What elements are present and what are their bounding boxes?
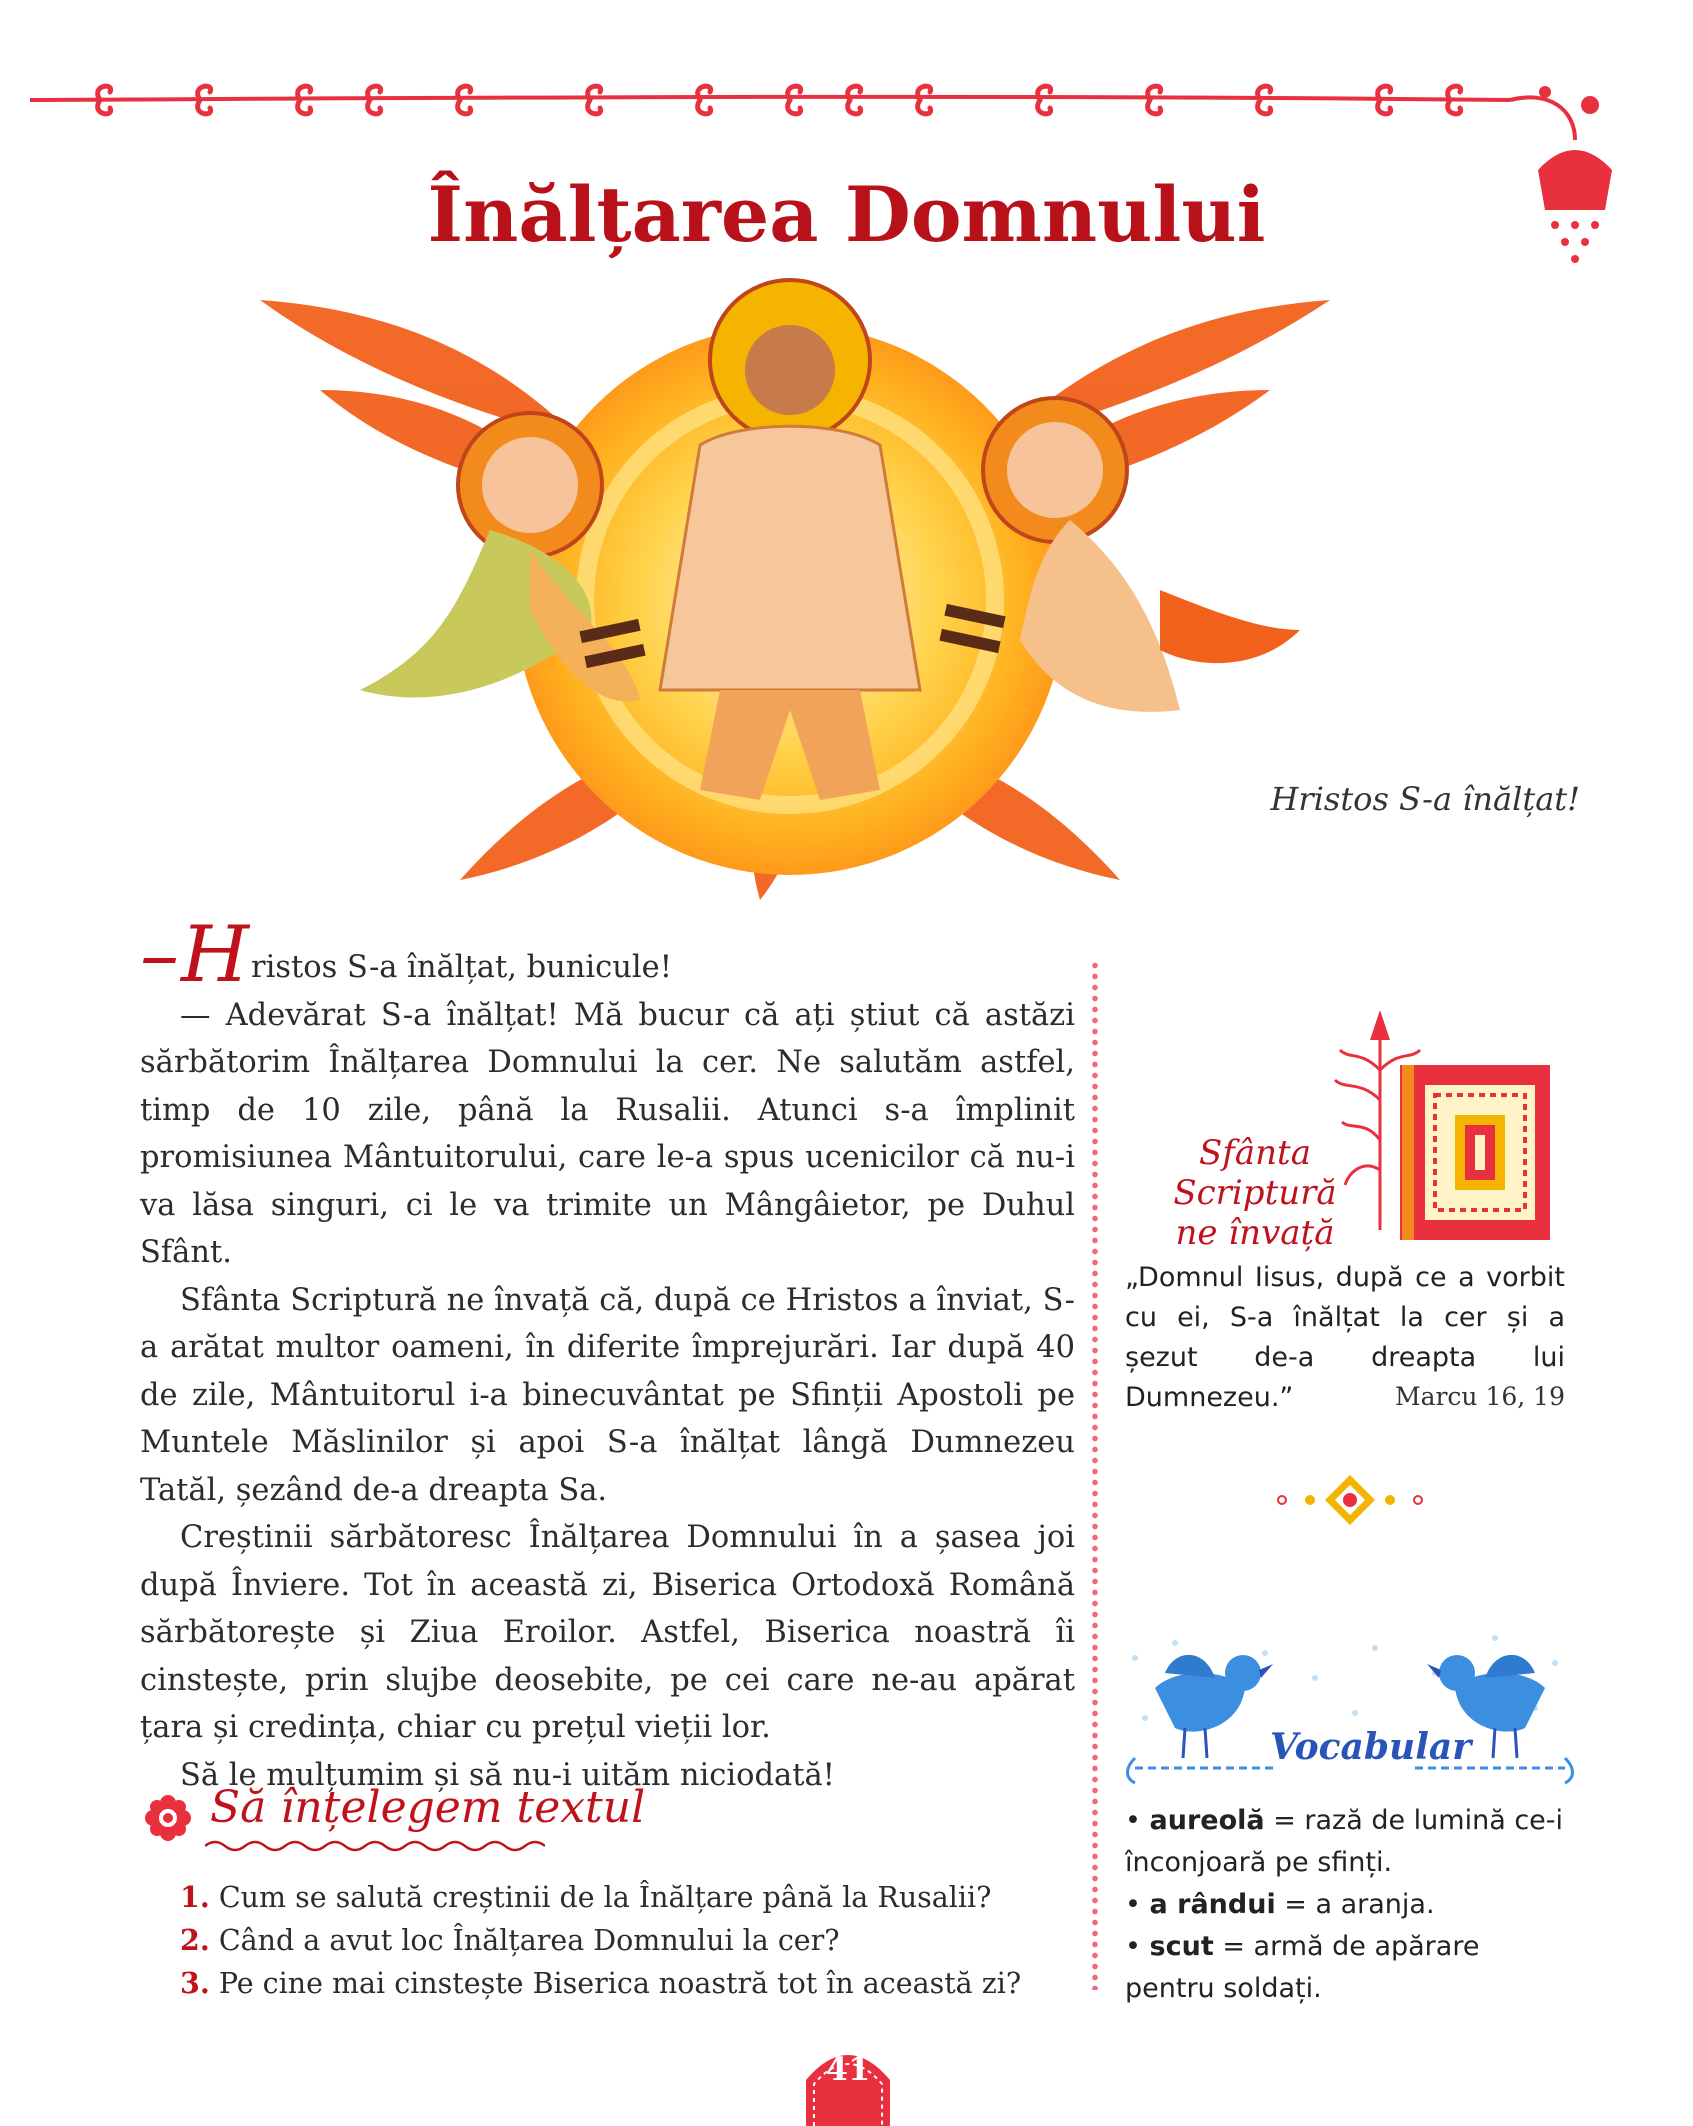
question-number: 1.	[180, 1880, 210, 1914]
question-item	[180, 1919, 1060, 1962]
vocabulary-term: scut	[1149, 1931, 1214, 1962]
question-text: Cum se salută creștinii de la Înălțare până la Rusalii?	[218, 1881, 992, 1914]
vocabulary-item: • aureolă = rază de lumină ce-i înconjoară pe sfinți.	[1125, 1805, 1564, 1878]
understand-heading: Să înțelegem textul	[210, 1782, 646, 1833]
paragraph-1-text: ristos S-a înălțat, bunicule!	[251, 950, 672, 985]
ascension-illustration	[200, 270, 1380, 910]
scripture-reference: Marcu 16, 19	[1394, 1382, 1565, 1411]
vocabulary-list	[1125, 1800, 1570, 2010]
scripture-quote: „Domnul Iisus, după ce a vorbit cu ei, S-a înălțat la cer și a șezut de-a dreapta lui Dumnezeu.”	[1125, 1262, 1565, 1413]
question-list	[180, 1876, 1060, 2005]
paragraph-5: Să le mulțumim și să nu-i uităm niciodată!	[180, 1757, 835, 1793]
question-text: Pe cine mai cinstește Biserica noastră tot în această zi?	[218, 1967, 1022, 2000]
vocabulary-definition: = rază de lumină ce-i înconjoară pe sfinți.	[1125, 1805, 1564, 1878]
page-number: 41	[825, 2050, 871, 2088]
flower-icon	[145, 1795, 191, 1841]
vocabulary-heading: Vocabular	[1270, 1726, 1472, 1768]
page-title: Înălțarea Domnului	[427, 170, 1266, 259]
question-number: 2.	[180, 1923, 210, 1957]
dotted-divider	[1092, 960, 1098, 1990]
illustration-caption: Hristos S-a înălțat!	[1270, 780, 1580, 818]
vocabulary-term: aureolă	[1149, 1805, 1265, 1836]
paragraph-3: Sfânta Scriptură ne învață că, după ce Hristos a înviat, S-a arătat multor oameni, în diferite împrejurări. Iar după 40 de zile, Mântuitorul i-a binecuvântat pe Sfinții Apostoli pe Muntele Măslinilor și apoi S-a înălțat lângă Dumnezeu Tatăl, șezând de-a dreapta Sa.	[140, 1282, 1075, 1508]
vocabulary-item: • scut = armă de apărare pentru soldați.	[1125, 1931, 1480, 2004]
dropcap-dash: –	[140, 910, 179, 1000]
scripture-heading-line-2: ne învață	[1175, 1213, 1335, 1253]
question-item	[180, 1962, 1060, 2005]
vocabulary-definition: = armă de apărare pentru soldați.	[1125, 1931, 1480, 2004]
vocabulary-term: a rândui	[1149, 1889, 1276, 1920]
paragraph-2: — Adevărat S-a înălțat! Mă bucur că ați știut că astăzi sărbătorim Înălțarea Domnului la cer. Ne salutăm astfel, timp de 10 zile, până la Rusalii. Atunci s-a împlinit promisiunea Mântuitorului, care le-a spus ucenicilor că nu-i va lăsa singuri, ci le va trimite un Mângâietor, pe Duhul Sfânt.	[140, 997, 1075, 1270]
question-item	[180, 1876, 1060, 1919]
heading-underline	[205, 1838, 545, 1854]
main-text	[140, 910, 1075, 1799]
paragraph-1	[140, 910, 1075, 1000]
scripture-heading	[1120, 1133, 1390, 1253]
scripture-heading-line-1: Sfânta Scriptură	[1173, 1133, 1337, 1213]
paragraph-4: Creștinii sărbătoresc Înălțarea Domnului în a șasea joi după Înviere. Tot în această zi, Biserica Ortodoxă Română sărbătorește și Ziua Eroilor. Astfel, Biserica noastră îi cinstește, prin slujbe deosebite, pe cei care ne-au apărat țara și credința, chiar cu prețul vieții lor.	[140, 1520, 1075, 1745]
dropcap-letter: H	[181, 910, 250, 1000]
question-text: Când a avut loc Înălțarea Domnului la cer?	[218, 1924, 840, 1957]
vocabulary-definition: = a aranja.	[1275, 1889, 1435, 1920]
diamond-ornament	[1270, 1470, 1430, 1530]
question-number: 3.	[180, 1966, 210, 2000]
vocabulary-item: • a rândui = a aranja.	[1125, 1889, 1435, 1920]
